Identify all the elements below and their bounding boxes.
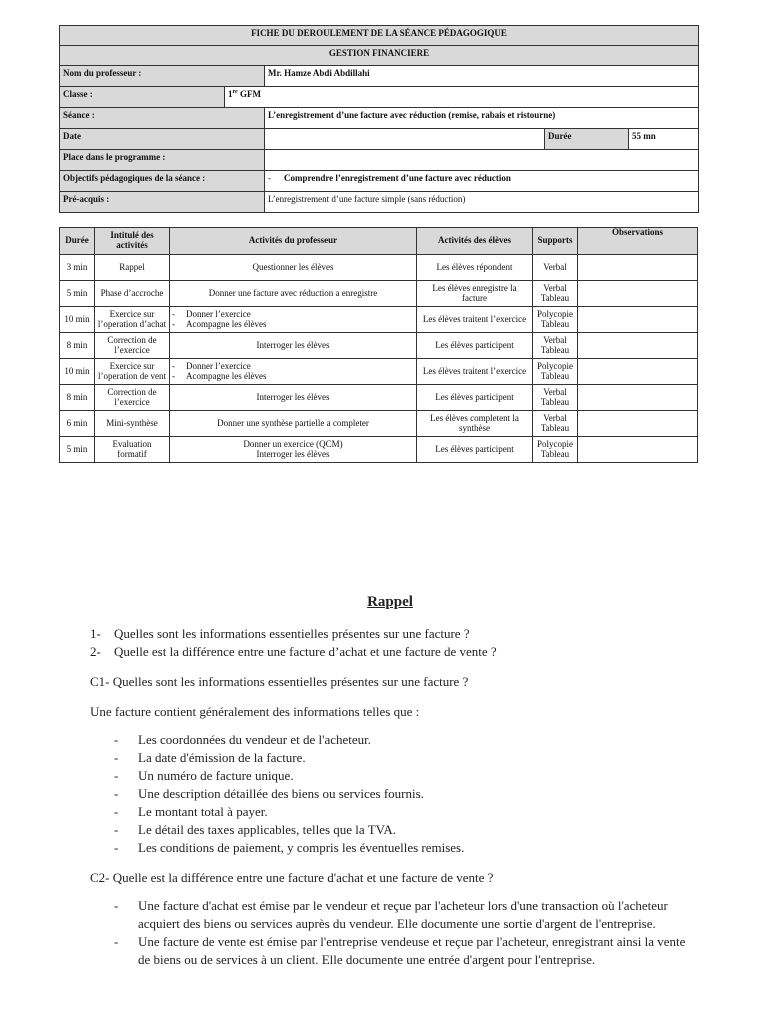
list-item: - Les conditions de paiement, y compris les éventuelles remises. <box>90 839 690 857</box>
cell-prof <box>170 437 417 463</box>
cell-eleves: Les élèves participent <box>417 385 533 411</box>
cell-prof: Questionner les élèves <box>170 255 417 281</box>
table-row <box>60 333 698 359</box>
table-row <box>60 255 698 281</box>
objectives-label: Objectifs pédagogiques de la séance : <box>60 171 265 192</box>
subject-title: GESTION FINANCIERE <box>60 46 699 66</box>
table-header-row <box>60 228 698 255</box>
cell-eleves: Les élèves répondent <box>417 255 533 281</box>
cell-supports: Polycopie Tableau <box>533 307 578 333</box>
cell-prof-item: Interroger les élèves <box>256 448 330 459</box>
sheet-title: FICHE DU DEROULEMENT DE LA SÉANCE PÉDAGOGIQUE <box>60 26 699 46</box>
cell-observations <box>578 385 698 411</box>
cell-duree: 8 min <box>60 385 95 411</box>
cell-eleves: Les élèves traitent l’exercice <box>417 307 533 333</box>
header-observations: Observations <box>578 228 698 255</box>
cell-prof-item: - Acompagne les élèves <box>172 320 414 330</box>
table-row <box>60 307 698 333</box>
cell-prof <box>170 359 417 385</box>
header-supports: Supports <box>533 228 578 255</box>
cell-duree: 3 min <box>60 255 95 281</box>
cell-prof: Interroger les élèves <box>170 333 417 359</box>
c2-question: C2- Quelle est la différence entre une facture d'achat et une facture de vente ? <box>90 870 494 885</box>
professor-label: Nom du professeur : <box>60 66 265 87</box>
cell-observations <box>578 359 698 385</box>
header-intitule: Intitulé des activités <box>95 228 170 255</box>
cell-intitule: Exercice sur l’operation d’achat <box>95 307 170 333</box>
question-item: 2- Quelle est la différence entre une facture d’achat et une facture de vente ? <box>90 644 497 659</box>
cell-prof <box>170 307 417 333</box>
c1-intro: Une facture contient généralement des informations telles que : <box>90 704 420 719</box>
cell-duree: 6 min <box>60 411 95 437</box>
cell-supports: Verbal Tableau <box>533 385 578 411</box>
class-value: 1re GFM <box>225 87 699 108</box>
duration-label: Durée <box>545 129 629 150</box>
cell-prof-item: Donner un exercice (QCM) <box>243 438 343 449</box>
header-prof: Activités du professeur <box>170 228 417 255</box>
cell-observations <box>578 437 698 463</box>
cell-eleves: Les élèves completent la synthèse <box>417 411 533 437</box>
cell-intitule: Evaluation formatif <box>95 437 170 463</box>
question-item: 1- Quelles sont les informations essentielles présentes sur une facture ? <box>90 626 470 641</box>
cell-duree: 5 min <box>60 437 95 463</box>
date-label: Date <box>60 129 265 150</box>
cell-supports: Polycopie Tableau <box>533 359 578 385</box>
program-place-value <box>265 150 699 171</box>
cell-intitule: Rappel <box>95 255 170 281</box>
header-duree: Durée <box>60 228 95 255</box>
cell-prof: Donner une synthèse partielle a completer <box>170 411 417 437</box>
cell-duree: 8 min <box>60 333 95 359</box>
cell-observations <box>578 281 698 307</box>
session-label: Séance : <box>60 108 265 129</box>
cell-prof-item: - Donner l’exercice <box>172 362 414 372</box>
cell-duree: 10 min <box>60 359 95 385</box>
table-row <box>60 411 698 437</box>
objectives-value: - Comprendre l’enregistrement d’une facture avec réduction <box>265 171 699 192</box>
cell-intitule: Exercice sur l’operation de vent <box>95 359 170 385</box>
rappel-section <box>90 593 690 969</box>
cell-intitule: Mini-synthèse <box>95 411 170 437</box>
list-item: - Les coordonnées du vendeur et de l'acheteur. <box>90 731 690 749</box>
program-place-label: Place dans le programme : <box>60 150 265 171</box>
cell-prof: Donner une facture avec réduction a enregistre <box>170 281 417 307</box>
class-label: Classe : <box>60 87 225 108</box>
list-item: - Un numéro de facture unique. <box>90 767 690 785</box>
table-row <box>60 437 698 463</box>
table-row <box>60 385 698 411</box>
professor-value: Mr. Hamze Abdi Abdillahi <box>265 66 699 87</box>
cell-eleves: Les élèves enregistre la facture <box>417 281 533 307</box>
cell-eleves: Les élèves participent <box>417 437 533 463</box>
table-row <box>60 281 698 307</box>
prerequisites-label: Pré-acquis : <box>60 192 265 213</box>
prerequisites-value: L’enregistrement d’une facture simple (sans réduction) <box>265 192 699 213</box>
c1-question: C1- Quelles sont les informations essentielles présentes sur une facture ? <box>90 674 469 689</box>
duration-value: 55 mn <box>629 129 699 150</box>
c2-list <box>90 897 690 969</box>
cell-supports: Verbal Tableau <box>533 281 578 307</box>
cell-intitule: Correction de l’exercice <box>95 385 170 411</box>
cell-intitule: Phase d’accroche <box>95 281 170 307</box>
cell-duree: 10 min <box>60 307 95 333</box>
cell-observations <box>578 255 698 281</box>
cell-observations <box>578 333 698 359</box>
cell-eleves: Les élèves traitent l’exercice <box>417 359 533 385</box>
activities-table <box>59 227 698 463</box>
session-value: L’enregistrement d’une facture avec réduction (remise, rabais et ristourne) <box>265 108 699 129</box>
cell-prof-item: - Acompagne les élèves <box>172 372 414 382</box>
list-item: - Une facture d'achat est émise par le vendeur et reçue par l'acheteur lors d'une transaction où l'acheteur acquiert des biens ou services auprès du vendeur. Elle documente une sortie d'argent de l'entreprise. <box>90 897 690 933</box>
session-info-table <box>59 25 699 213</box>
cell-prof: Interroger les élèves <box>170 385 417 411</box>
date-value <box>265 129 545 150</box>
cell-intitule: Correction de l’exercice <box>95 333 170 359</box>
list-item: - Une facture de vente est émise par l'entreprise vendeuse et reçue par l'acheteur, enregistrant ainsi la vente de biens ou de services à un client. Elle documente une entrée d'argent pour l'entreprise. <box>90 933 690 969</box>
list-item: - Le montant total à payer. <box>90 803 690 821</box>
header-eleves: Activités des élèves <box>417 228 533 255</box>
cell-duree: 5 min <box>60 281 95 307</box>
rappel-title: Rappel <box>367 594 413 610</box>
cell-eleves: Les élèves participent <box>417 333 533 359</box>
list-item: - Une description détaillée des biens ou services fournis. <box>90 785 690 803</box>
cell-supports: Verbal Tableau <box>533 333 578 359</box>
table-row <box>60 359 698 385</box>
cell-observations <box>578 307 698 333</box>
list-item: - La date d'émission de la facture. <box>90 749 690 767</box>
cell-observations <box>578 411 698 437</box>
cell-supports: Verbal Tableau <box>533 411 578 437</box>
list-item: - Le détail des taxes applicables, telles que la TVA. <box>90 821 690 839</box>
cell-prof-item: - Donner l’exercice <box>172 310 414 320</box>
cell-supports: Polycopie Tableau <box>533 437 578 463</box>
cell-supports: Verbal <box>533 255 578 281</box>
c1-list <box>90 731 690 857</box>
